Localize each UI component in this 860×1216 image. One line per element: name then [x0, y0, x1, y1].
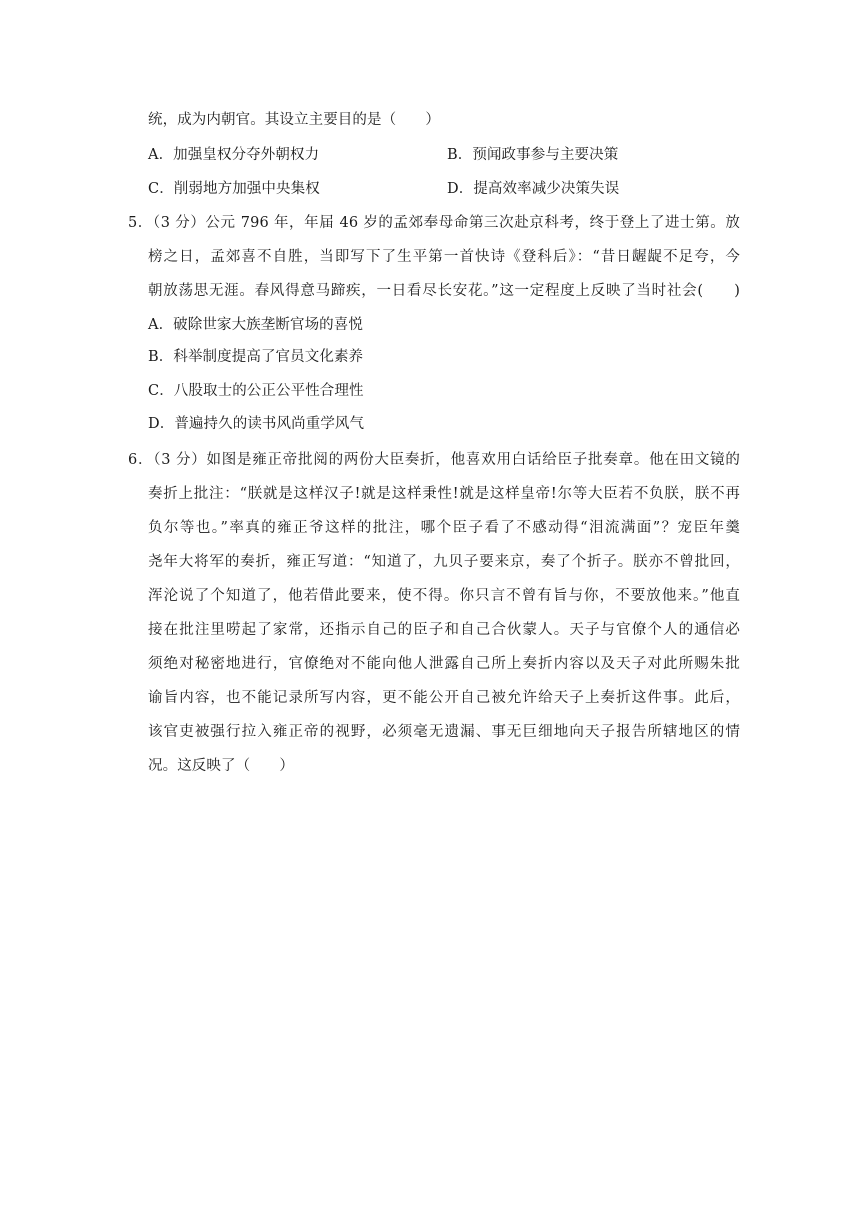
q6-stem-line-8: 谕旨内容，也不能记录所写内容，更不能公开自己被允许给天子上奏折这件事。此后，	[148, 690, 740, 706]
q6-stem-line-10: 况。这反映了（ ）	[148, 758, 294, 774]
q6-stem-line-6: 接在批注里唠起了家常，还指示自己的臣子和自己合伙蒙人。天子与官僚个人的通信必	[148, 622, 740, 638]
q5-stem-line-1: 5．（3 分）公元 796 年，年届 46 岁的孟郊奉母命第三次赴京科考，终于登上了进士第。放	[128, 215, 740, 231]
q5-option-b: B．科举制度提高了官员文化素养	[148, 349, 364, 365]
q5-option-c: C．八股取士的公正公平性合理性	[148, 383, 364, 399]
q5-option-a: A．破除世家大族垄断官场的喜悦	[148, 317, 363, 333]
q6-stem-line-3: 负尔等也。”率真的雍正爷这样的批注，哪个臣子看了不感动得“泪流满面”？宠臣年羹	[148, 520, 740, 536]
q4-option-d: D．提高效率减少决策失误	[447, 181, 620, 197]
q6-stem-line-7: 须绝对秘密地进行，官僚绝对不能向他人泄露自己所上奏折内容以及天子对此所赐朱批	[148, 656, 740, 672]
q6-stem-line-1: 6．（3 分）如图是雍正帝批阅的两份大臣奏折，他喜欢用白话给臣子批奏章。他在田文镜的	[128, 452, 740, 468]
q5-option-d: D．普遍持久的读书风尚重学风气	[148, 416, 365, 432]
q6-stem-line-2: 奏折上批注：“朕就是这样汉子!就是这样秉性!就是这样皇帝!尔等大臣若不负朕，朕不再	[148, 486, 740, 502]
q6-stem-line-5: 浑沦说了个知道了，他若借此要来，使不得。你只言不曾有旨与你，不要放他来。”他直	[148, 588, 740, 604]
q4-stem-tail: 统，成为内朝官。其设立主要目的是（ ）	[148, 112, 440, 128]
q5-stem-line-2: 榜之日，孟郊喜不自胜，当即写下了生平第一首快诗《登科后》：“昔日龌龊不足夸，今	[148, 249, 740, 265]
q4-option-b: B．预闻政事参与主要决策	[447, 147, 619, 163]
q6-stem-line-9: 该官吏被强行拉入雍正帝的视野，必须毫无遗漏、事无巨细地向天子报告所辖地区的情	[148, 724, 740, 740]
q4-option-a: A．加强皇权分夺外朝权力	[148, 147, 320, 163]
q4-option-c: C．削弱地方加强中央集权	[148, 181, 320, 197]
q5-stem-line-3: 朝放荡思无涯。春风得意马蹄疾，一日看尽长安花。”这一定程度上反映了当时社会( )	[148, 283, 740, 299]
q6-stem-line-4: 尧年大将军的奏折，雍正写道：“知道了，九贝子要来京，奏了个折子。朕亦不曾批回，	[148, 554, 740, 570]
